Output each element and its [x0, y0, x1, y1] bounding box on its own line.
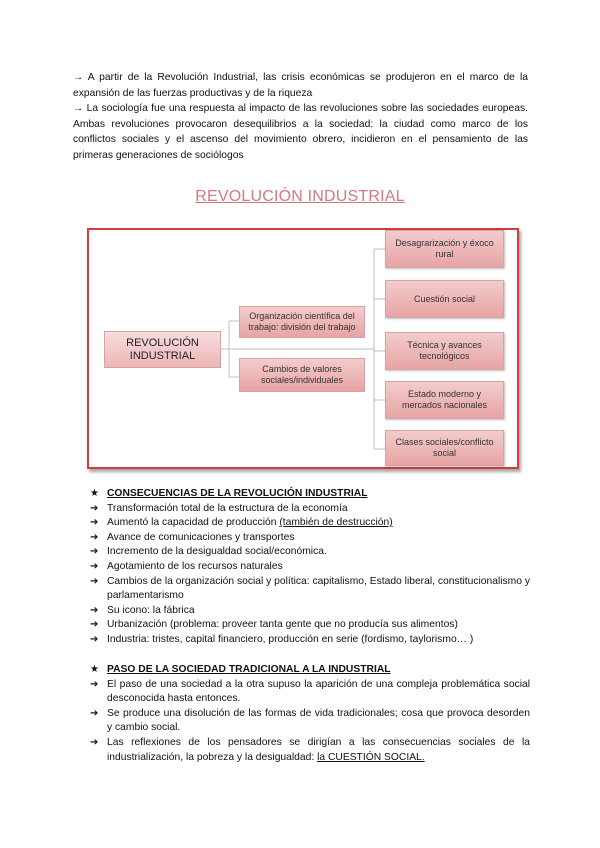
star-icon: ★	[90, 488, 99, 499]
arrow-icon: ➔	[90, 736, 99, 748]
arrow-icon: ➔	[90, 531, 99, 543]
list-item: ➔ El paso de una sociedad a la otra supuso la aparición de una compleja problemática social desconocida hasta entonces.	[90, 678, 530, 705]
intro-paragraph-1: → A partir de la Revolución Industrial, las crisis económicas se produjeron en el marco de la expansión de las fuerzas productivas y de la riqueza	[73, 72, 528, 99]
list-item: ➔ Avance de comunicaciones y transportes	[90, 531, 530, 546]
right-node-estado: Estado moderno y mercados nacionales	[385, 381, 504, 419]
list-item: ➔ Urbanización (problema: proveer tanta gente que no producía sus alimentos)	[90, 618, 530, 633]
list-item: ➔ Las reflexiones de los pensadores se dirigían a las consecuencias sociales de la industrialización, la pobreza y la desigualdad: la CUESTIÓN SOCIAL.	[90, 736, 530, 763]
arrow-icon: ➔	[90, 633, 99, 645]
diagram-title: REVOLUCIÓN INDUSTRIAL	[195, 188, 405, 205]
list-item: ➔ Incremento de la desigualdad social/económica.	[90, 545, 530, 560]
root-node: REVOLUCIÓN INDUSTRIAL	[104, 331, 221, 368]
arrow-icon: ➔	[90, 502, 99, 514]
middle-node-cambios: Cambios de valores sociales/individuales	[239, 358, 365, 392]
right-node-clases: Clases sociales/conflicto social	[385, 430, 504, 466]
arrow-icon: ➔	[90, 604, 99, 616]
list-item: ➔ Agotamiento de los recursos naturales	[90, 560, 530, 575]
star-icon: ★	[90, 664, 99, 675]
paso-section	[90, 663, 530, 765]
right-node-cuestion-social: Cuestión social	[385, 280, 504, 318]
arrow-icon: ➔	[90, 560, 99, 572]
arrow-icon: ➔	[90, 517, 99, 529]
right-node-tecnica: Técnica y avances tecnológicos	[385, 332, 504, 370]
arrow-icon: ➔	[90, 575, 99, 587]
right-node-desagrarizacion: Desagrarización y éxoco rural	[385, 230, 504, 268]
list-item: ➔ Su icono: la fábrica	[90, 604, 530, 619]
consecuencias-section	[90, 487, 530, 648]
list-item: ➔ Industria: tristes, capital financiero, producción en serie (fordismo, taylorismo… )	[90, 633, 530, 648]
arrow-icon: ➔	[90, 707, 99, 719]
list-item: ➔ Se produce una disolución de las formas de vida tradicionales; cosa que provoca desorden y cambio social.	[90, 707, 530, 734]
list-item: ➔ Aumentó la capacidad de producción (también de destrucción)	[90, 516, 530, 531]
arrow-icon: ➔	[90, 546, 99, 558]
arrow-icon: ➔	[90, 678, 99, 690]
paso-heading: ★ PASO DE LA SOCIEDAD TRADICIONAL A LA INDUSTRIAL	[90, 663, 530, 678]
arrow-icon: ➔	[90, 619, 99, 631]
intro-text	[73, 70, 528, 164]
list-item: ➔ Transformación total de la estructura de la economía	[90, 502, 530, 517]
middle-node-organizacion: Organización científica del trabajo: división del trabajo	[239, 306, 365, 338]
revolution-diagram	[87, 228, 519, 469]
consecuencias-heading: ★ CONSECUENCIAS DE LA REVOLUCIÓN INDUSTRIAL	[90, 487, 530, 502]
intro-paragraph-2: → La sociología fue una respuesta al impacto de las revoluciones sobre las sociedades europeas. Ambas revoluciones provocaron desequilibrios a la sociedad: la ciudad como marco de los conflictos sociales y el ascenso del movimiento obrero, incidieron en el pensamiento de las primeras generaciones de sociólogos	[73, 103, 528, 161]
list-item: ➔ Cambios de la organización social y política: capitalismo, Estado liberal, constitucionalismo y parlamentarismo	[90, 575, 530, 602]
